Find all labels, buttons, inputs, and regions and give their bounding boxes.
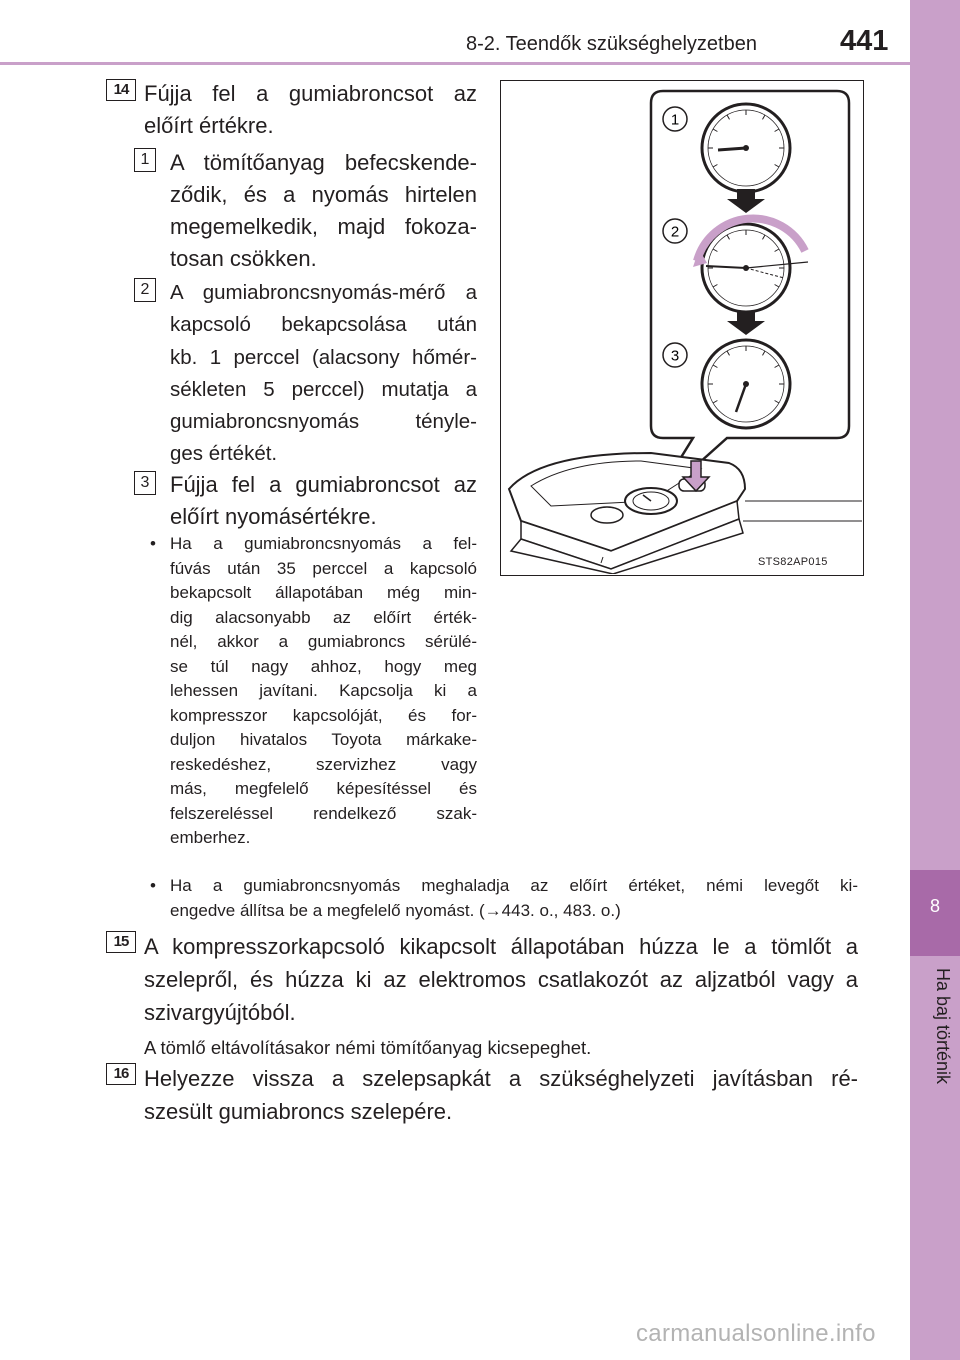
callout-number: 1 bbox=[670, 111, 680, 129]
text-line: se túl nagy ahhoz, hogy meg bbox=[170, 656, 477, 676]
callout-2 bbox=[663, 219, 687, 243]
text-line: szesült gumiabroncs szelepére. bbox=[144, 1099, 453, 1124]
step-15-note: A tömlő eltávolításakor némi tömítőanyag kicsepeghet. bbox=[144, 1037, 592, 1058]
text-line: szelepről, és húzza ki az elektromos csatlakozót az aljzatból vagy a bbox=[144, 967, 858, 992]
chapter-side-tab bbox=[910, 0, 960, 1360]
step-badge-14: 14 bbox=[106, 79, 136, 101]
sub-step-1-text bbox=[170, 147, 477, 275]
text-line: kb. 1 perccel (alacsony hőmér- bbox=[170, 345, 477, 369]
text-line: előírt nyomásértékre. bbox=[170, 504, 377, 529]
text-line: tosan csökken. bbox=[170, 246, 317, 271]
text-line: előírt értékre. bbox=[144, 113, 274, 138]
step-badge-16: 16 bbox=[106, 1063, 136, 1085]
text-line: A tömítőanyag befecskende- bbox=[170, 150, 477, 175]
callout-number: 3 bbox=[670, 347, 680, 365]
text-line: ges értékét. bbox=[170, 442, 278, 466]
text-line: nél, akkor a gumiabroncs sérülé- bbox=[170, 632, 477, 651]
section-title: 8-2. Teendők szükséghelyzetben bbox=[466, 33, 757, 55]
text-line: A kompresszorkapcsoló kikapcsolt állapotában húzza le a tömlőt a bbox=[144, 934, 858, 959]
text-line: más, megfelelő képesítéssel és bbox=[170, 779, 477, 798]
step-16-text bbox=[144, 1062, 858, 1128]
step-15-text bbox=[144, 930, 858, 1029]
text-line: gumiabroncsnyomás tényle- bbox=[170, 410, 477, 434]
sub-step-3-text bbox=[170, 469, 477, 533]
sub-step-badge-2: 2 bbox=[134, 278, 156, 302]
callout-3 bbox=[663, 343, 687, 367]
bullet-marker: • bbox=[150, 876, 156, 895]
text-line: ződik, és a nyomás hirtelen bbox=[170, 182, 477, 207]
compressor-gauge-figure bbox=[500, 80, 864, 576]
text-line: felszereléssel rendelkező szak- bbox=[170, 803, 477, 823]
step-badge-15: 15 bbox=[106, 931, 136, 953]
chapter-number: 8 bbox=[910, 870, 960, 956]
text-line: engedve állítsa be a megfelelő nyomást. (→443. o., 483. o.) bbox=[170, 900, 621, 920]
bullet-marker: • bbox=[150, 534, 156, 553]
text-line: lehessen javítani. Kapcsolja ki a bbox=[170, 681, 477, 700]
watermark: carmanualsonline.info bbox=[636, 1320, 876, 1347]
text-line: Helyezze vissza a szelepsapkát a szükséghelyzeti javításban ré- bbox=[144, 1066, 858, 1091]
text-line: sékleten 5 perccel) mutatja a bbox=[170, 377, 477, 401]
text-line: A gumiabroncsnyomás-mérő a bbox=[170, 281, 477, 304]
text-line: bekapcsolt állapotában még min- bbox=[170, 583, 477, 602]
page-number: 441 bbox=[840, 25, 889, 57]
header-divider bbox=[0, 62, 910, 65]
chapter-title: Ha baj történik bbox=[933, 968, 953, 1085]
text-line: kapcsoló bekapcsolása után bbox=[170, 313, 477, 337]
text-line: megemelkedik, majd fokoza- bbox=[170, 214, 477, 239]
pressure-gauge-icon bbox=[702, 340, 790, 428]
text-line: Fújja fel a gumiabroncsot az bbox=[170, 472, 477, 497]
text-line: Ha a gumiabroncsnyomás a fel- bbox=[170, 534, 477, 553]
text-line: kompresszor kapcsolóját, és for- bbox=[170, 705, 477, 725]
step-14-text bbox=[144, 78, 477, 142]
text-line: reskedéshez, szervizhez vagy bbox=[170, 754, 477, 774]
text-line: dig alacsonyabb az előírt érték- bbox=[170, 607, 477, 627]
figure-caption: STS82AP015 bbox=[758, 556, 828, 568]
text-line: duljon hivatalos Toyota márkake- bbox=[170, 730, 477, 749]
text-line: fúvás után 35 perccel a kapcsoló bbox=[170, 558, 477, 578]
sub-step-badge-3: 3 bbox=[134, 471, 156, 495]
callout-1 bbox=[663, 107, 687, 131]
figure-illustration bbox=[501, 81, 862, 574]
text-line: Ha a gumiabroncsnyomás meghaladja az előírt értéket, némi levegőt ki- bbox=[170, 876, 858, 895]
callout-number: 2 bbox=[670, 223, 680, 241]
bullet-2-text bbox=[170, 874, 858, 923]
sub-step-2-text bbox=[170, 277, 477, 471]
pressure-gauge-icon bbox=[702, 104, 790, 192]
text-line: Fújja fel a gumiabroncsot az bbox=[144, 81, 477, 106]
text-line: emberhez. bbox=[170, 828, 251, 847]
bullet-1-text bbox=[170, 532, 477, 851]
sub-step-badge-1: 1 bbox=[134, 148, 156, 172]
text-line: szivargyújtóból. bbox=[144, 1000, 296, 1025]
